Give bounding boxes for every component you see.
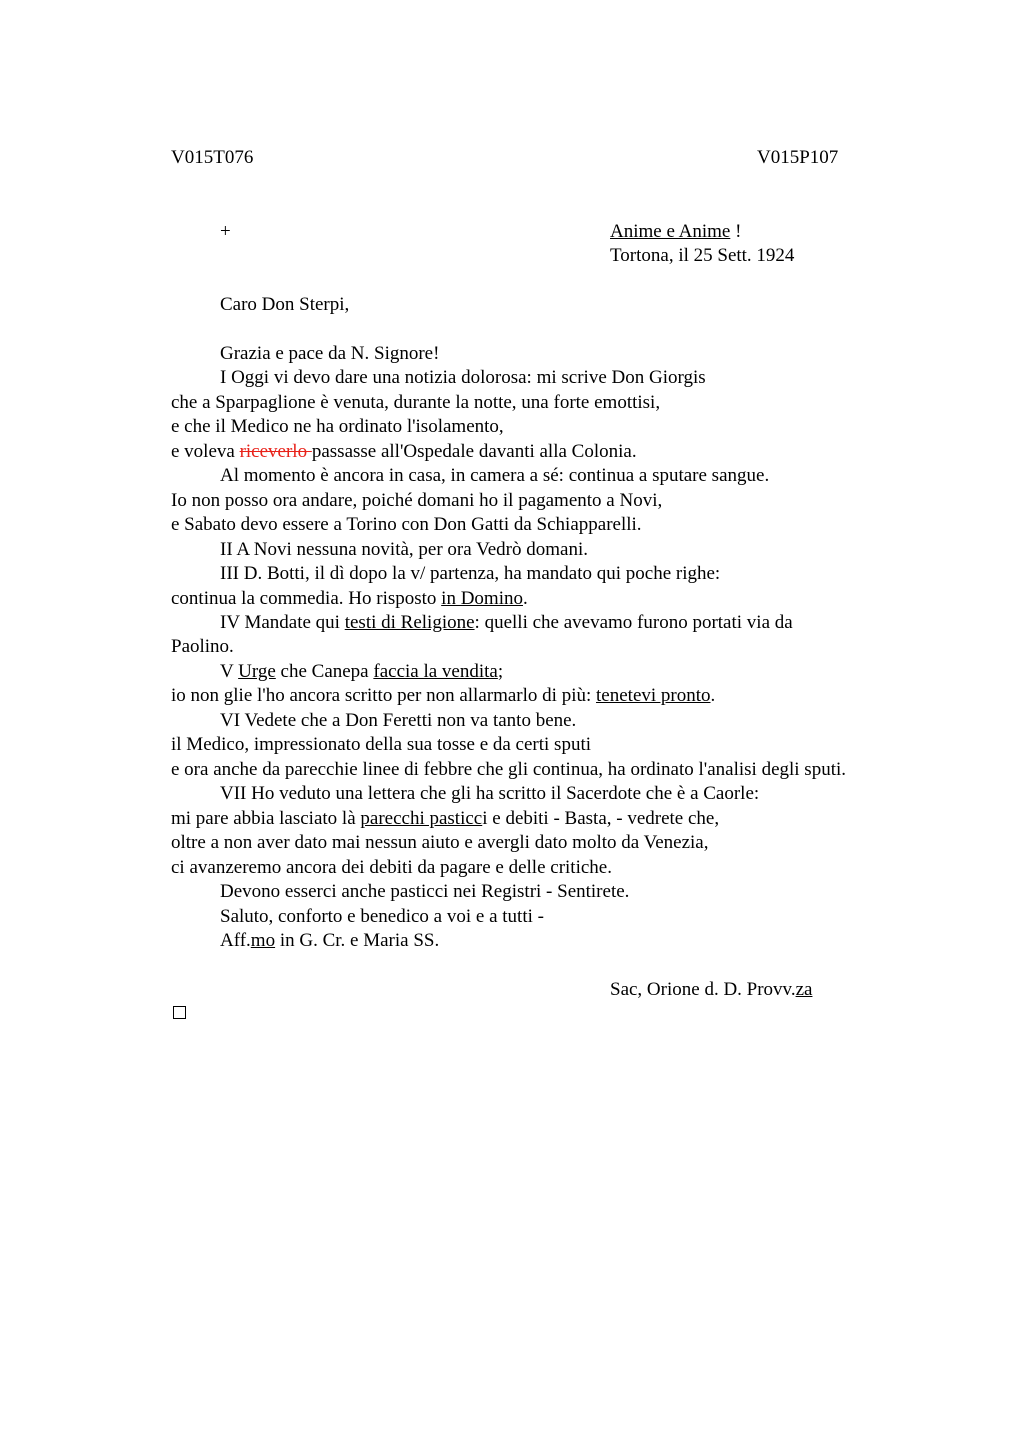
underlined-text: mo [250, 930, 276, 951]
text-segment: i e debiti - Basta, - vedrete che, [482, 808, 720, 829]
body-line [171, 684, 715, 708]
body-line [171, 807, 719, 831]
underlined-text: parecchi pasticc [360, 808, 483, 829]
body-line: e che il Medico ne ha ordinato l'isolamento, [171, 416, 504, 437]
struck-word: riceverlo [239, 441, 312, 462]
checkbox-icon[interactable] [173, 1006, 186, 1019]
body-line [171, 587, 528, 611]
text-segment: in G. Cr. e Maria SS. [275, 930, 440, 951]
text-segment: e voleva [171, 441, 240, 462]
body-line: Saluto, conforto e benedico a voi e a tutti - [220, 906, 544, 927]
body-line: oltre a non aver dato mai nessun aiuto e avergli dato molto da Venezia, [171, 832, 709, 853]
underlined-text: tenetevi pronto [596, 685, 711, 706]
signature-text: Sac, Orione d. D. Provv. [610, 979, 796, 1000]
signature-underlined: za [795, 979, 813, 1000]
date-line: Tortona, il 25 Sett. 1924 [610, 245, 795, 266]
document-code-right: V015P107 [757, 147, 839, 168]
underlined-text: testi di Religione [344, 612, 475, 633]
body-line: Devono esserci anche pasticci nei Registri - Sentirete. [220, 881, 630, 902]
body-line: II A Novi nessuna novità, per ora Vedrò domani. [220, 539, 588, 560]
underlined-text: Urge [238, 661, 276, 682]
text-segment: ; [497, 661, 504, 682]
body-line: I Oggi vi devo dare una notizia dolorosa: mi scrive Don Giorgis [220, 367, 706, 388]
document-code-left: V015T076 [171, 147, 254, 168]
body-line [220, 611, 793, 635]
heading-underlined: Anime e Anime [610, 221, 731, 242]
text-segment: io non glie l'ho ancora scritto per non allarmarlo di più: [171, 685, 597, 706]
heading-suffix: ! [730, 221, 742, 242]
body-line: Al momento è ancora in casa, in camera a sé: continua a sputare sangue. [220, 465, 770, 486]
body-line [171, 440, 637, 464]
signature [610, 978, 812, 1002]
text-segment: V [220, 661, 239, 682]
text-segment: che Canepa [275, 661, 374, 682]
body-line: e ora anche da parecchie linee di febbre che gli continua, ha ordinato l'analisi degli sputi. [171, 759, 847, 780]
greeting-line: Grazia e pace da N. Signore! [220, 343, 440, 364]
letter-heading [610, 220, 741, 244]
body-line: III D. Botti, il dì dopo la v/ partenza, ha mandato qui poche righe: [220, 563, 721, 584]
closing-line [220, 929, 439, 953]
body-line: Io non posso ora andare, poiché domani ho il pagamento a Novi, [171, 490, 663, 511]
text-segment: continua la commedia. Ho risposto [171, 588, 442, 609]
text-segment: passasse all'Ospedale davanti alla Colonia. [311, 441, 637, 462]
text-segment: . [522, 588, 528, 609]
body-line: ci avanzeremo ancora dei debiti da pagare e delle critiche. [171, 857, 612, 878]
text-segment: mi pare abbia lasciato là [171, 808, 361, 829]
body-line: VII Ho veduto una lettera che gli ha scritto il Sacerdote che è a Caorle: [220, 783, 760, 804]
body-line [220, 660, 503, 684]
body-line: Paolino. [171, 636, 234, 657]
salutation: Caro Don Sterpi, [220, 294, 350, 315]
text-segment: Aff. [220, 930, 251, 951]
body-line: e Sabato devo essere a Torino con Don Gatti da Schiapparelli. [171, 514, 642, 535]
body-line: che a Sparpaglione è venuta, durante la notte, una forte emottisi, [171, 392, 661, 413]
body-line: il Medico, impressionato della sua tosse e da certi sputi [171, 734, 592, 755]
underlined-text: faccia la vendita [373, 661, 498, 682]
body-line: VI Vedete che a Don Feretti non va tanto bene. [220, 710, 577, 731]
text-segment: . [710, 685, 716, 706]
cross-mark: + [220, 221, 231, 242]
underlined-text: in Domino [441, 588, 523, 609]
text-segment: : quelli che avevamo furono portati via da [474, 612, 793, 633]
text-segment: IV Mandate qui [220, 612, 345, 633]
